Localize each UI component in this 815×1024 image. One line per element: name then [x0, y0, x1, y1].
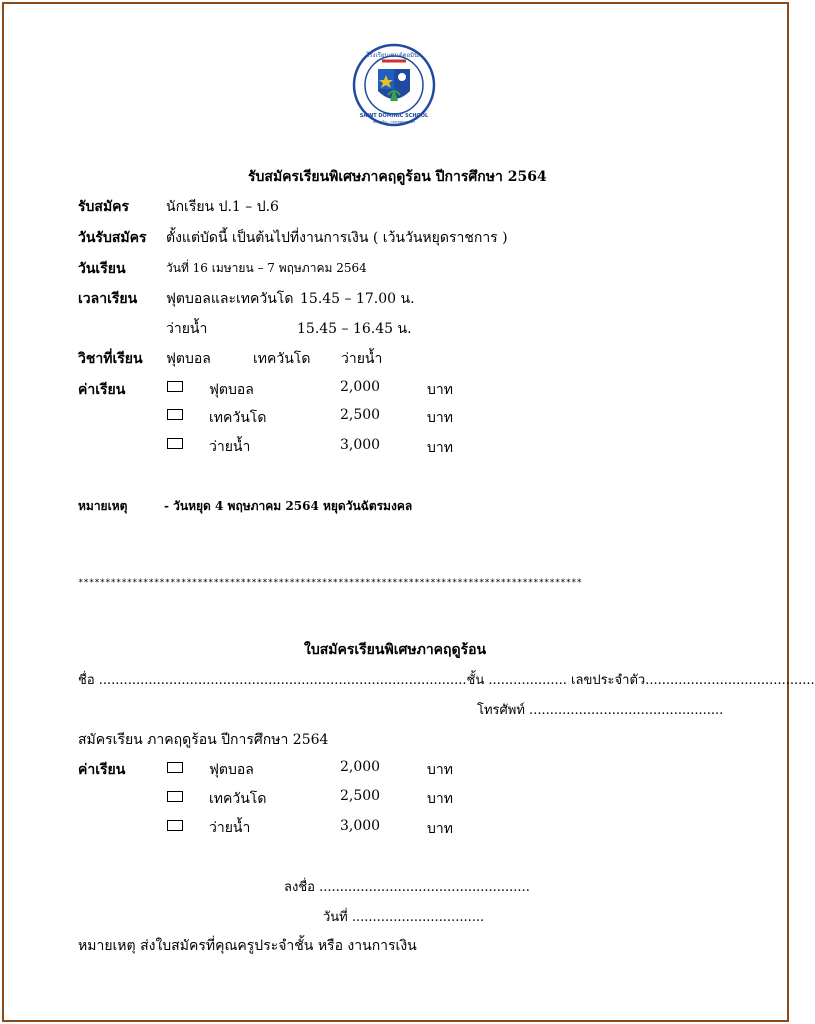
note-label: หมายเหตุ	[78, 499, 128, 513]
study-date-label: วันเรียน	[78, 261, 126, 277]
form-checkbox-swimming[interactable]	[167, 820, 183, 831]
time-label: เวลาเรียน	[78, 291, 138, 307]
fee-amount: 2,500	[340, 407, 381, 423]
form-fee-amount: 2,000	[340, 759, 381, 775]
fee-label: ค่าเรียน	[78, 382, 126, 398]
apply-date-value: ตั้งแต่บัดนี้ เป็นต้นไปที่งานการเงิน ( เว้นวันหยุดราชการ )	[166, 230, 508, 246]
form-fee-name: ฟุตบอล	[209, 762, 254, 778]
fee-name: ฟุตบอล	[209, 382, 254, 398]
subject-item: เทควันโด	[253, 351, 311, 367]
logo-bottom-text: SAINT DOMINIC SCHOOL	[359, 113, 429, 119]
form-name-line[interactable]: ชื่อ .........................................................................................ชั้น ................... เลขประจำตัว.........................................	[78, 673, 815, 688]
form-fee-label: ค่าเรียน	[78, 762, 126, 778]
form-phone-line[interactable]: โทรศัพท์ ...............................................	[477, 703, 724, 718]
subject-item: ฟุตบอล	[166, 351, 211, 367]
study-date-value: วันที่ 16 เมษายน – 7 พฤษภาคม 2564	[166, 261, 367, 275]
date-line[interactable]: วันที่ ................................	[323, 910, 485, 925]
form-fee-name: เทควันโด	[209, 791, 267, 807]
subject-item: ว่ายน้ำ	[341, 351, 383, 367]
fee-checkbox-football[interactable]	[167, 381, 183, 392]
form-fee-amount: 2,500	[340, 788, 381, 804]
form-title: ใบสมัครเรียนพิเศษภาคฤดูร้อน	[304, 642, 487, 658]
fee-name: เทควันโด	[209, 410, 267, 426]
form-checkbox-football[interactable]	[167, 762, 183, 773]
form-fee-name: ว่ายน้ำ	[209, 820, 251, 836]
time-row-name: ฟุตบอลและเทควันโด	[166, 291, 294, 307]
signature-line[interactable]: ลงชื่อ ...................................................	[284, 880, 530, 895]
fee-amount: 2,000	[340, 379, 381, 395]
form-fee-unit: บาท	[427, 791, 453, 807]
time-row-time: 15.45 – 17.00 น.	[300, 291, 415, 307]
fee-amount: 3,000	[340, 437, 381, 453]
form-register-line: สมัครเรียน ภาคฤดูร้อน ปีการศึกษา 2564	[78, 732, 329, 748]
form-fee-amount: 3,000	[340, 818, 381, 834]
announcement-title: รับสมัครเรียนพิเศษภาคฤดูร้อน ปีการศึกษา 2564	[248, 169, 547, 185]
subjects-label: วิชาที่เรียน	[78, 351, 143, 367]
fee-checkbox-swimming[interactable]	[167, 438, 183, 449]
form-checkbox-taekwondo[interactable]	[167, 791, 183, 802]
fee-unit: บาท	[427, 382, 453, 398]
time-row-name: ว่ายน้ำ	[166, 321, 208, 337]
applicants-label: รับสมัคร	[78, 199, 130, 215]
applicants-value: นักเรียน ป.1 – ป.6	[166, 199, 279, 215]
fee-unit: บาท	[427, 440, 453, 456]
logo-tagline: เทพธาริน - กรุงเทพมหานคร	[372, 120, 416, 124]
fee-checkbox-taekwondo[interactable]	[167, 409, 183, 420]
fee-unit: บาท	[427, 410, 453, 426]
note-value: - วันหยุด 4 พฤษภาคม 2564 หยุดวันฉัตรมงคล	[164, 499, 413, 513]
form-fee-unit: บาท	[427, 821, 453, 837]
time-row-time: 15.45 – 16.45 น.	[297, 321, 412, 337]
form-fee-unit: บาท	[427, 762, 453, 778]
logo-top-text: โรงเรียนเซนต์ดอมินิก	[366, 52, 422, 59]
footer-note: หมายเหตุ ส่งใบสมัครที่คุณครูประจำชั้น หรือ งานการเงิน	[78, 938, 417, 954]
school-logo	[352, 43, 436, 127]
separator-line: *********************************************************************************************	[78, 578, 582, 588]
apply-date-label: วันรับสมัคร	[78, 230, 147, 246]
fee-name: ว่ายน้ำ	[209, 439, 251, 455]
